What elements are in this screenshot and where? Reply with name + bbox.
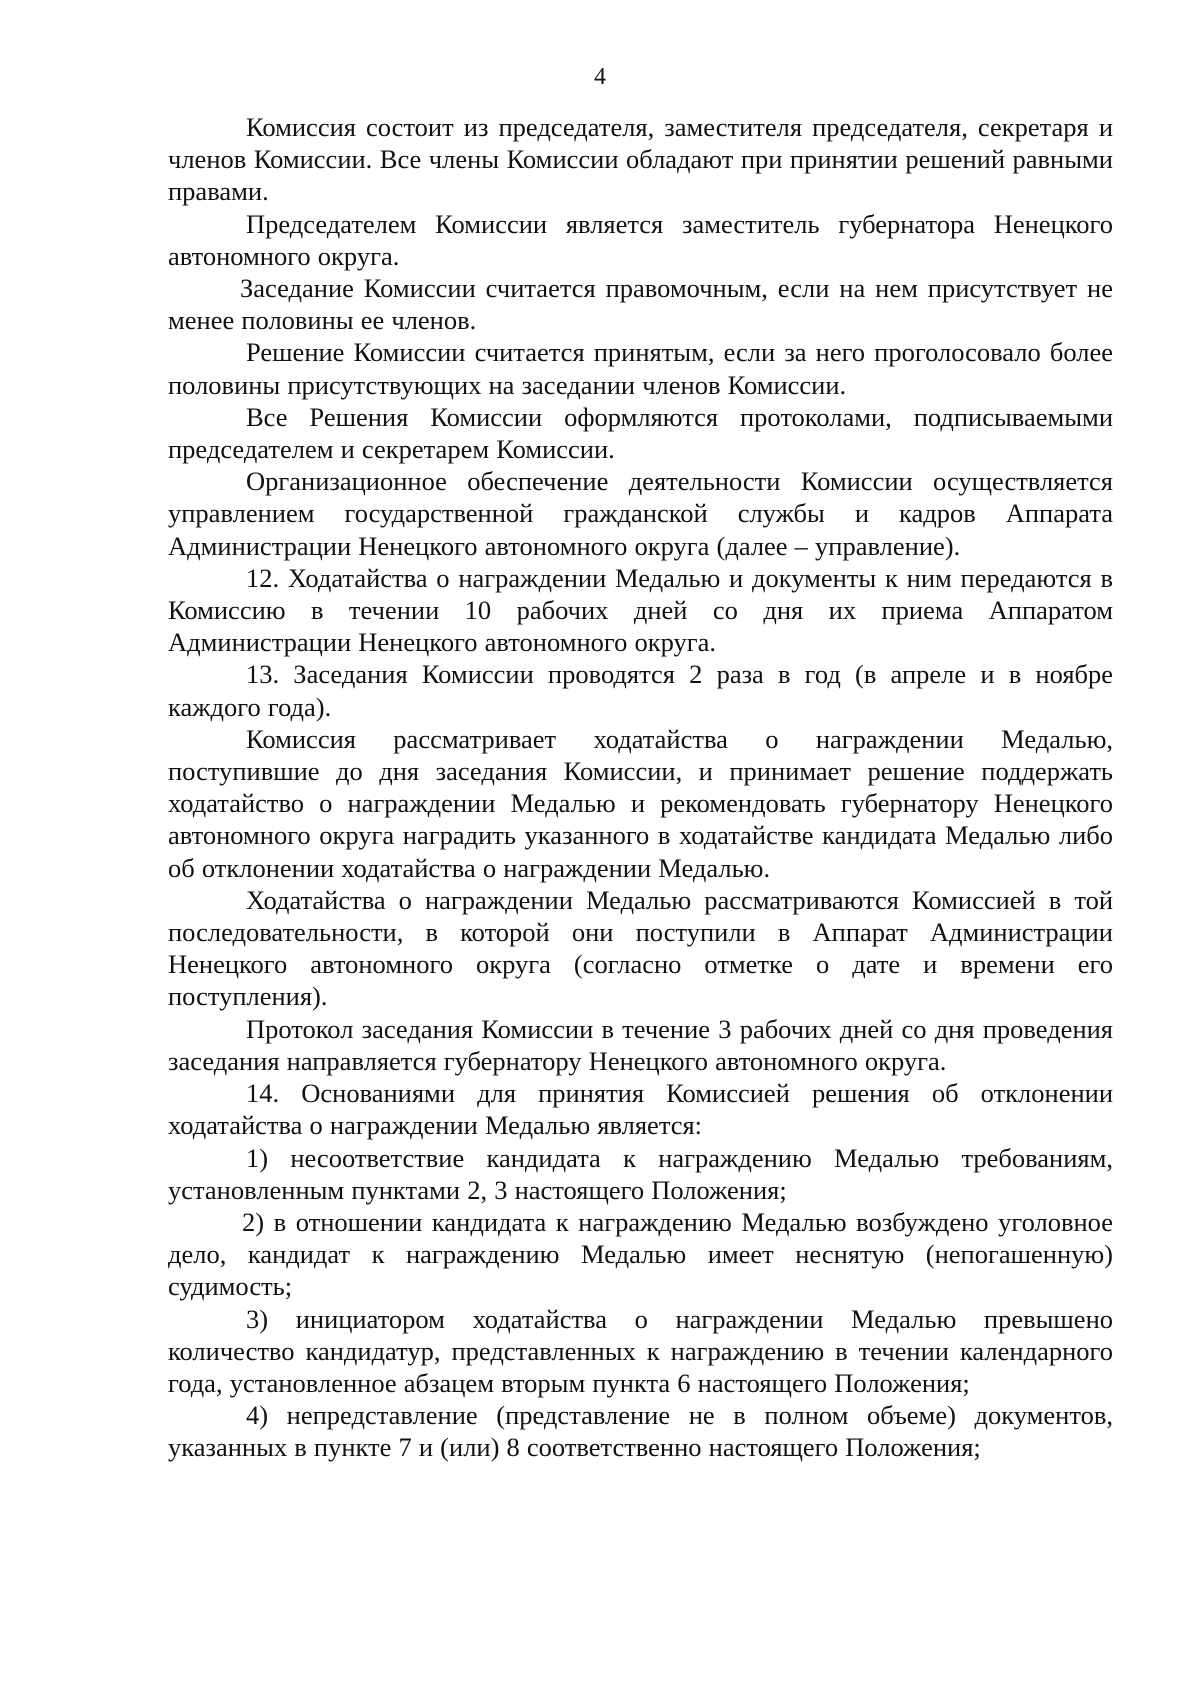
paragraph-commission-review: Комиссия рассматривает ходатайства о награждении Медалью, поступившие до дня заседания Комиссии, и принимает решение поддержать ходатайство о награждении Медалью и рекомендовать губернатору Ненецкого автономного округа наградить указанного в ходатайстве кандидата Медалью либо об отклонении ходатайства о награждении Медалью. — [168, 723, 1113, 883]
paragraph-subitem-1: 1) несоответствие кандидата к награждению Медалью требованиям, установленным пунктами 2, 3 настоящего Положения; — [168, 1142, 1113, 1205]
paragraph-decision-protocols: Все Решения Комиссии оформляются протоколами, подписываемыми председателем и секретарем Комиссии. — [168, 401, 1113, 465]
page-number: 4 — [594, 64, 606, 90]
paragraph-item-13: 13. Заседания Комиссии проводятся 2 раза в год (в апреле и в ноябре каждого года). — [168, 659, 1113, 722]
paragraph-meeting-quorum: Заседание Комиссии считается правомочным, если на нем присутствует не менее половины ее членов. — [168, 273, 1113, 336]
paragraph-commission-chairman: Председателем Комиссии является заместитель губернатора Ненецкого автономного округа. — [168, 208, 1113, 271]
paragraph-decision-adoption: Решение Комиссии считается принятым, если за него проголосовало более половины присутствующих на заседании членов Комиссии. — [168, 337, 1113, 400]
paragraph-commission-composition: Комиссия состоит из председателя, заместителя председателя, секретаря и членов Комиссии. Все члены Комиссии обладают при принятии решений равными правами. — [168, 112, 1113, 207]
document-body — [168, 111, 1113, 1464]
paragraph-subitem-4: 4) непредставление (представление не в полном объеме) документов, указанных в пункте 7 и (или) 8 соответственно настоящего Положения; — [168, 1400, 1113, 1463]
paragraph-subitem-3: 3) инициатором ходатайства о награждении Медалью превышено количество кандидатур, представленных к награждению в течении календарного года, установленное абзацем вторым пункта 6 настоящего Положения; — [168, 1303, 1113, 1398]
paragraph-organizational-support: Организационное обеспечение деятельности Комиссии осуществляется управлением государственной гражданской службы и кадров Аппарата Администрации Ненецкого автономного округа (далее – управление). — [168, 466, 1113, 561]
paragraph-item-14: 14. Основаниями для принятия Комиссией решения об отклонении ходатайства о награждении Медалью является: — [168, 1078, 1113, 1141]
paragraph-item-12: 12. Ходатайства о награждении Медалью и документы к ним передаются в Комиссию в течении 10 рабочих дней со дня их приема Аппаратом Администрации Ненецкого автономного округа. — [168, 562, 1113, 658]
paragraph-review-order: Ходатайства о награждении Медалью рассматриваются Комиссией в той последовательности, в которой они поступили в Аппарат Администрации Ненецкого автономного округа (согласно отметке о дате и времени его поступления). — [168, 884, 1113, 1012]
paragraph-protocol-submission: Протокол заседания Комиссии в течение 3 рабочих дней со дня проведения заседания направляется губернатору Ненецкого автономного округа. — [168, 1013, 1113, 1076]
paragraph-subitem-2: 2) в отношении кандидата к награждению Медалью возбуждено уголовное дело, кандидат к награждению Медалью имеет неснятую (непогашенную) судимость; — [168, 1206, 1113, 1302]
